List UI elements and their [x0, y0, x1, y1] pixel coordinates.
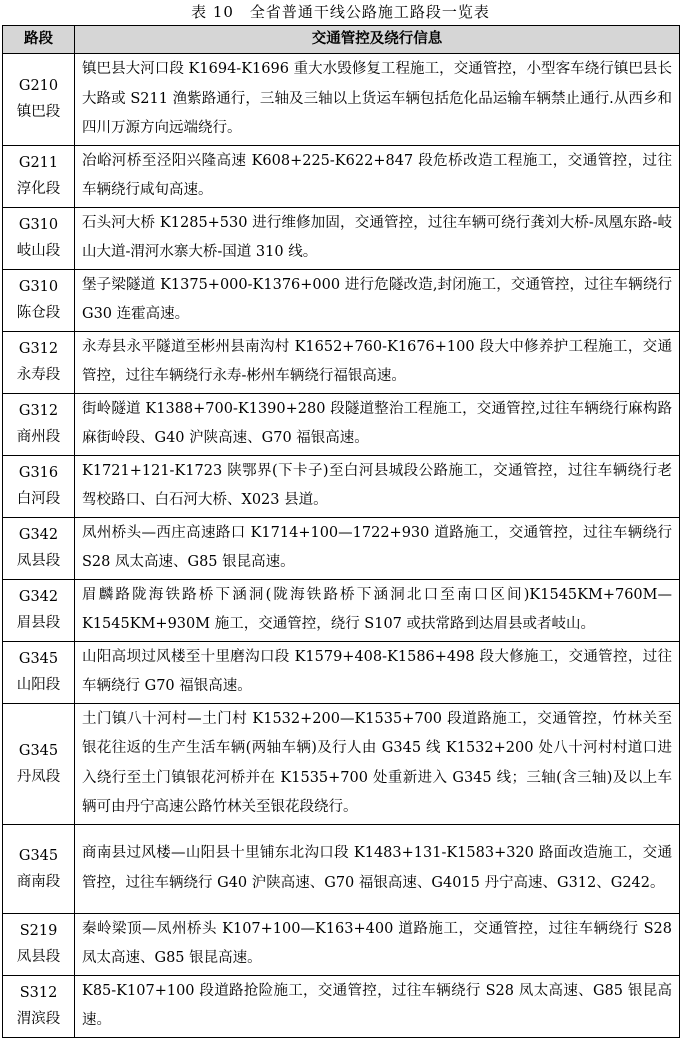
road-code: G345 — [18, 847, 59, 864]
table-row — [3, 207, 680, 269]
road-section: 白河段 — [16, 491, 61, 507]
table-row — [3, 517, 680, 579]
table-row — [3, 455, 680, 517]
road-code: G345 — [18, 742, 59, 759]
road-code: G345 — [18, 651, 59, 667]
road-cell — [3, 913, 75, 975]
table-title: 表 10 全省普通干线公路施工路段一览表 — [191, 3, 490, 21]
road-section: 山阳段 — [16, 677, 61, 693]
road-cell — [3, 517, 75, 579]
road-section: 商南段 — [16, 873, 61, 890]
header-road: 路段 — [3, 26, 75, 54]
road-code: G211 — [18, 155, 59, 171]
info-cell: 土门镇八十河村—土门村 K1532+200—K1535+700 段道路施工，交通管控，竹林关至银花往返的生产生活车辆(两轴车辆)及行人由 G345 线 K1532+200 处八十河村村道口进入绕行至土门镇银花河桥并在 K1535+700 处重新进入 G345 线；三轴(含三轴)及以上车辆可由丹宁高速公路竹林关至银花段绕行。 — [75, 703, 680, 824]
road-section: 镇巴段 — [16, 104, 61, 121]
table-row — [3, 641, 680, 703]
road-cell — [3, 331, 75, 393]
road-section: 凤县段 — [16, 949, 61, 965]
road-code: G342 — [18, 527, 59, 543]
road-cell — [3, 54, 75, 146]
road-code: G312 — [18, 403, 59, 419]
road-section: 眉县段 — [16, 615, 61, 631]
info-cell: 商南县过风楼—山阳县十里铺东北沟口段 K1483+131-K1583+320 路面改造施工，交通管控，过往车辆绕行 G40 沪陕高速、G70 福银高速、G4015 丹宁高速、G312、G242。 — [75, 824, 680, 913]
table-row — [3, 913, 680, 975]
road-cell — [3, 824, 75, 913]
table-row — [3, 824, 680, 913]
info-cell: 眉麟路陇海铁路桥下涵洞(陇海铁路桥下涵洞北口至南口区间)K1545KM+760M—K1545KM+930M 施工，交通管控，绕行 S107 或扶常路到达眉县或者岐山。 — [75, 579, 680, 641]
road-code: S312 — [19, 985, 58, 1001]
road-code: G210 — [18, 78, 59, 95]
road-cell — [3, 269, 75, 331]
info-cell: 堡子梁隧道 K1375+000-K1376+000 进行危隧改造,封闭施工，交通管控，过往车辆绕行 G30 连霍高速。 — [75, 269, 680, 331]
road-code: G342 — [18, 589, 59, 605]
info-cell: 永寿县永平隧道至彬州县南沟村 K1652+760-K1676+100 段大中修养护工程施工，交通管控，过往车辆绕行永寿-彬州车辆绕行福银高速。 — [75, 331, 680, 393]
road-section: 丹凤段 — [16, 768, 61, 785]
road-cell — [3, 455, 75, 517]
road-cell — [3, 579, 75, 641]
table-row — [3, 393, 680, 455]
info-cell: K1721+121-K1723 陕鄂界(下卡子)至白河县城段公路施工，交通管控，过往车辆绕行老驾校路口、白石河大桥、X023 县道。 — [75, 455, 680, 517]
road-section: 凤县段 — [16, 553, 61, 569]
road-code: S219 — [19, 923, 58, 939]
table-row — [3, 269, 680, 331]
road-code: G310 — [18, 279, 59, 295]
road-cell — [3, 703, 75, 824]
table-row — [3, 579, 680, 641]
info-cell: 石头河大桥 K1285+530 进行维修加固，交通管控，过往车辆可绕行龚刘大桥-凤凰东路-岐山大道-渭河水寨大桥-国道 310 线。 — [75, 207, 680, 269]
road-code: G312 — [18, 341, 59, 357]
info-cell: 凤州桥头—西庄高速路口 K1714+100—1722+930 道路施工，交通管控，过往车辆绕行 S28 凤太高速、G85 银昆高速。 — [75, 517, 680, 579]
header-info: 交通管控及绕行信息 — [75, 26, 680, 54]
road-code: G310 — [18, 217, 59, 233]
road-cell — [3, 207, 75, 269]
table-row — [3, 145, 680, 207]
table-row — [3, 54, 680, 146]
table-row — [3, 331, 680, 393]
info-cell: 秦岭梁顶—凤州桥头 K107+100—K163+400 道路施工，交通管控，过往车辆绕行 S28 凤太高速、G85 银昆高速。 — [75, 913, 680, 975]
info-cell: 冶峪河桥至泾阳兴隆高速 K608+225-K622+847 段危桥改造工程施工，交通管控，过往车辆绕行咸旬高速。 — [75, 145, 680, 207]
table-row — [3, 975, 680, 1037]
header-row — [3, 26, 680, 54]
road-section: 淳化段 — [16, 181, 61, 197]
info-cell: 山阳高坝过风楼至十里磨沟口段 K1579+408-K1586+498 段大修施工，交通管控，过往车辆绕行 G70 福银高速。 — [75, 641, 680, 703]
road-section: 岐山段 — [16, 243, 61, 259]
road-section: 永寿段 — [16, 367, 61, 383]
road-code: G316 — [18, 465, 59, 481]
info-cell: K85-K107+100 段道路抢险施工，交通管控，过往车辆绕行 S28 凤太高速、G85 银昆高速。 — [75, 975, 680, 1037]
road-cell — [3, 641, 75, 703]
road-section: 陈仓段 — [16, 305, 61, 321]
road-cell — [3, 975, 75, 1037]
road-cell — [3, 393, 75, 455]
road-cell — [3, 145, 75, 207]
road-section: 商州段 — [16, 429, 61, 445]
info-cell: 镇巴县大河口段 K1694-K1696 重大水毁修复工程施工，交通管控，小型客车绕行镇巴县长大路或 S211 渔紫路通行，三轴及三轴以上货运车辆包括危化品运输车辆禁止通行.从西乡和四川万源方向远端绕行。 — [75, 54, 680, 146]
road-section: 渭滨段 — [16, 1011, 61, 1027]
table-row — [3, 703, 680, 824]
construction-table — [2, 25, 680, 1038]
info-cell: 街岭隧道 K1388+700-K1390+280 段隧道整治工程施工，交通管控,过往车辆绕行麻构路麻街岭段、G40 沪陕高速、G70 福银高速。 — [75, 393, 680, 455]
